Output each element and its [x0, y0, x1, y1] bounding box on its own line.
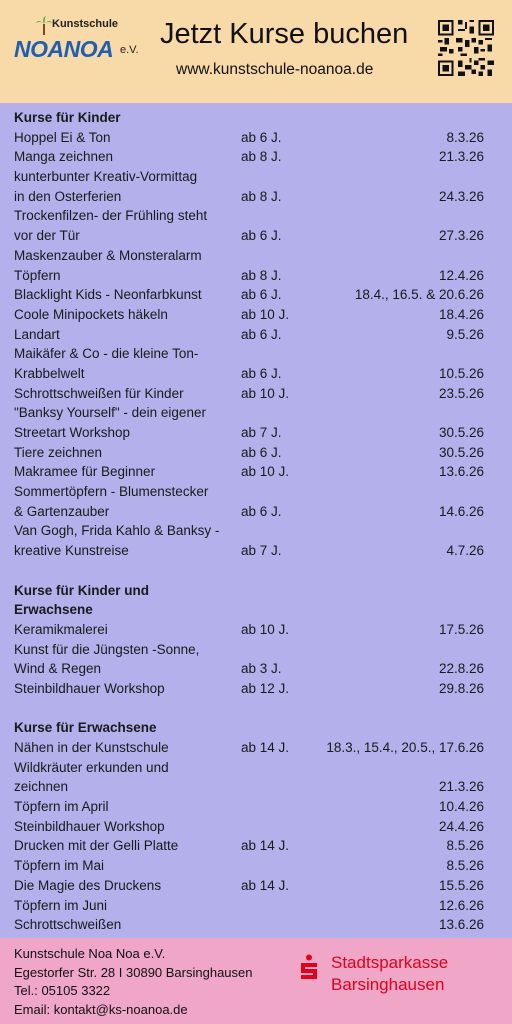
course-row — [14, 187, 484, 207]
course-name: Maskenzauber & Monsteralarm — [14, 247, 202, 263]
course-name-continued: zeichnen — [14, 779, 69, 795]
qr-code-icon[interactable] — [438, 20, 494, 76]
sponsor-logo — [298, 952, 468, 1012]
course-row — [14, 758, 484, 778]
course-name: Schrottschweißen für Kinder — [14, 385, 184, 401]
page-title: Jetzt Kurse buchen — [160, 18, 409, 50]
course-row — [14, 246, 484, 266]
course-row — [14, 738, 484, 758]
course-name: Makramee für Beginner — [14, 464, 156, 480]
course-name: Die Magie des Druckens — [14, 877, 162, 893]
course-name-continued: kreative Kunstreise — [14, 543, 129, 559]
course-age: ab 6 J. — [241, 287, 282, 303]
logo-ev-text: e.V. — [120, 44, 139, 56]
course-date: 13.6.26 — [438, 917, 484, 933]
course-name: Coole Minipockets häkeln — [14, 306, 168, 322]
course-date: 15.5.26 — [438, 877, 484, 893]
course-name-continued: Töpfern — [14, 267, 61, 283]
course-name-continued: in den Osterferien — [14, 188, 122, 204]
course-age: ab 10 J. — [241, 464, 290, 480]
course-name: Töpfern im April — [14, 799, 109, 815]
course-name: Steinbildhauer Workshop — [14, 818, 165, 834]
sponsor-line1: Stadtsparkasse — [331, 953, 449, 972]
logo-school-text: Kunstschule — [52, 18, 119, 30]
course-name: Drucken mit der Gelli Platte — [14, 838, 179, 854]
course-name: Töpfern im Mai — [14, 858, 105, 874]
course-row — [14, 640, 484, 660]
address-line-street: Egestorfer Str. 28 I 30890 Barsinghausen — [14, 964, 253, 980]
course-row — [14, 915, 484, 935]
course-date: 13.6.26 — [438, 464, 484, 480]
course-name: Blacklight Kids - Neonfarbkunst — [14, 287, 202, 303]
course-row — [14, 423, 484, 443]
course-date: 17.5.26 — [438, 621, 484, 637]
course-name: Töpfern im Juni — [14, 897, 108, 913]
course-name: Landart — [14, 326, 60, 342]
course-row — [14, 777, 484, 797]
course-name: Schrottschweißen — [14, 917, 122, 933]
course-row — [14, 876, 484, 896]
section-title: Kurse für Kinder und — [14, 582, 150, 598]
course-row — [14, 896, 484, 916]
course-date: 18.3., 15.4., 20.5., 17.6.26 — [326, 740, 484, 755]
course-row — [14, 403, 484, 423]
course-date: 9.5.26 — [446, 326, 484, 342]
course-date: 8.5.26 — [446, 858, 484, 874]
course-age: ab 6 J. — [241, 365, 282, 381]
address-line-phone[interactable]: Tel.: 05105 3322 — [14, 983, 111, 998]
section-spacer — [14, 561, 484, 581]
course-age: ab 6 J. — [241, 228, 282, 244]
course-date: 27.3.26 — [438, 228, 484, 244]
course-date: 22.8.26 — [438, 661, 484, 677]
course-row — [14, 856, 484, 876]
course-name: Hoppel Ei & Ton — [14, 129, 111, 145]
course-age: ab 14 J. — [241, 877, 290, 893]
header — [0, 0, 512, 103]
course-row — [14, 836, 484, 856]
course-age: ab 3 J. — [241, 661, 282, 677]
course-row — [14, 482, 484, 502]
contact-address — [14, 945, 253, 1019]
course-age: ab 6 J. — [241, 129, 282, 145]
course-row — [14, 344, 484, 364]
course-date: 21.3.26 — [438, 149, 484, 165]
course-row — [14, 206, 484, 226]
course-row — [14, 541, 484, 561]
course-age: ab 8 J. — [241, 267, 282, 283]
course-row — [14, 384, 484, 404]
course-date: 14.6.26 — [438, 503, 484, 519]
course-age: ab 6 J. — [241, 503, 282, 519]
sponsor-name — [331, 952, 448, 996]
course-row — [14, 285, 484, 305]
course-date: 21.3.26 — [438, 779, 484, 795]
address-line-email[interactable]: Email: kontakt@ks-noanoa.de — [14, 1001, 188, 1017]
course-row — [14, 659, 484, 679]
website-url[interactable]: www.kunstschule-noanoa.de — [176, 61, 374, 78]
course-name: Sommertöpfern - Blumenstecker — [14, 484, 209, 500]
course-row — [14, 266, 484, 286]
course-name: kunterbunter Kreativ-Vormittag — [14, 169, 198, 185]
course-name-continued: Wind & Regen — [14, 661, 102, 677]
course-name-continued: Streetart Workshop — [14, 425, 131, 440]
course-age: ab 12 J. — [241, 680, 290, 696]
course-name-continued: Krabbelwelt — [14, 365, 85, 381]
course-date: 30.5.26 — [438, 425, 484, 440]
course-date: 10.5.26 — [438, 365, 484, 381]
course-date: 12.6.26 — [438, 897, 484, 913]
course-age: ab 7 J. — [241, 425, 282, 440]
address-line-name: Kunstschule Noa Noa e.V. — [14, 946, 166, 961]
logo-name-text: NOANOA — [14, 36, 114, 62]
section-spacer — [14, 699, 484, 719]
sparkasse-icon — [298, 954, 320, 980]
course-name: Steinbildhauer Workshop — [14, 680, 165, 696]
course-age: ab 6 J. — [241, 444, 282, 460]
course-age: ab 10 J. — [241, 385, 290, 401]
course-row — [14, 521, 484, 541]
course-date: 10.4.26 — [438, 799, 484, 815]
course-name: Wildkräuter erkunden und — [14, 759, 169, 775]
course-name: "Banksy Yourself" - dein eigener — [14, 405, 206, 421]
course-row — [14, 443, 484, 463]
course-age: ab 6 J. — [241, 326, 282, 342]
course-name: Nähen in der Kunstschule — [14, 740, 169, 755]
course-row — [14, 462, 484, 482]
course-date: 23.5.26 — [438, 385, 484, 401]
course-age: ab 7 J. — [241, 543, 282, 559]
section-title: Kurse für Erwachsene — [14, 720, 157, 736]
course-age: ab 14 J. — [241, 838, 290, 854]
course-row — [14, 128, 484, 148]
course-date: 24.4.26 — [438, 818, 484, 834]
course-name: Keramikmalerei — [14, 621, 108, 637]
course-name: Manga zeichnen — [14, 149, 114, 165]
course-row — [14, 226, 484, 246]
course-age: ab 8 J. — [241, 149, 282, 165]
course-row — [14, 797, 484, 817]
course-age: ab 8 J. — [241, 188, 282, 204]
course-row — [14, 364, 484, 384]
course-list — [14, 108, 484, 935]
course-row — [14, 305, 484, 325]
course-date: 24.3.26 — [438, 188, 484, 204]
course-name: Trockenfilzen- der Frühling steht — [14, 208, 208, 224]
course-name: Maikäfer & Co - die kleine Ton- — [14, 346, 199, 362]
footer — [0, 938, 512, 1024]
course-name-continued: vor der Tür — [14, 228, 80, 244]
course-date: 4.7.26 — [446, 543, 484, 559]
course-date: 8.5.26 — [446, 838, 484, 854]
course-row — [14, 147, 484, 167]
course-row — [14, 167, 484, 187]
course-name-continued: & Gartenzauber — [14, 503, 110, 519]
course-age: ab 10 J. — [241, 621, 290, 637]
course-name: Kunst für die Jüngsten -Sonne, — [14, 641, 200, 657]
course-date: 18.4.26 — [438, 306, 484, 322]
course-name: Van Gogh, Frida Kahlo & Banksy - — [14, 523, 220, 539]
course-row — [14, 620, 484, 640]
course-row — [14, 325, 484, 345]
course-age: ab 10 J. — [241, 306, 290, 322]
course-date: 29.8.26 — [438, 680, 484, 696]
course-row — [14, 817, 484, 837]
course-date: 12.4.26 — [438, 267, 484, 283]
kunstschule-logo — [10, 14, 145, 62]
course-row — [14, 502, 484, 522]
section-title-continued: Erwachsene — [14, 602, 93, 618]
course-date: 18.4., 16.5. & 20.6.26 — [354, 287, 484, 303]
course-age: ab 14 J. — [241, 740, 290, 755]
section-title: Kurse für Kinder — [14, 110, 121, 125]
course-date: 30.5.26 — [438, 444, 484, 460]
palm-tree-icon — [36, 16, 52, 36]
sponsor-line2: Barsinghausen — [331, 975, 445, 994]
course-row — [14, 679, 484, 699]
course-name: Tiere zeichnen — [14, 444, 103, 460]
course-date: 8.3.26 — [446, 129, 484, 145]
